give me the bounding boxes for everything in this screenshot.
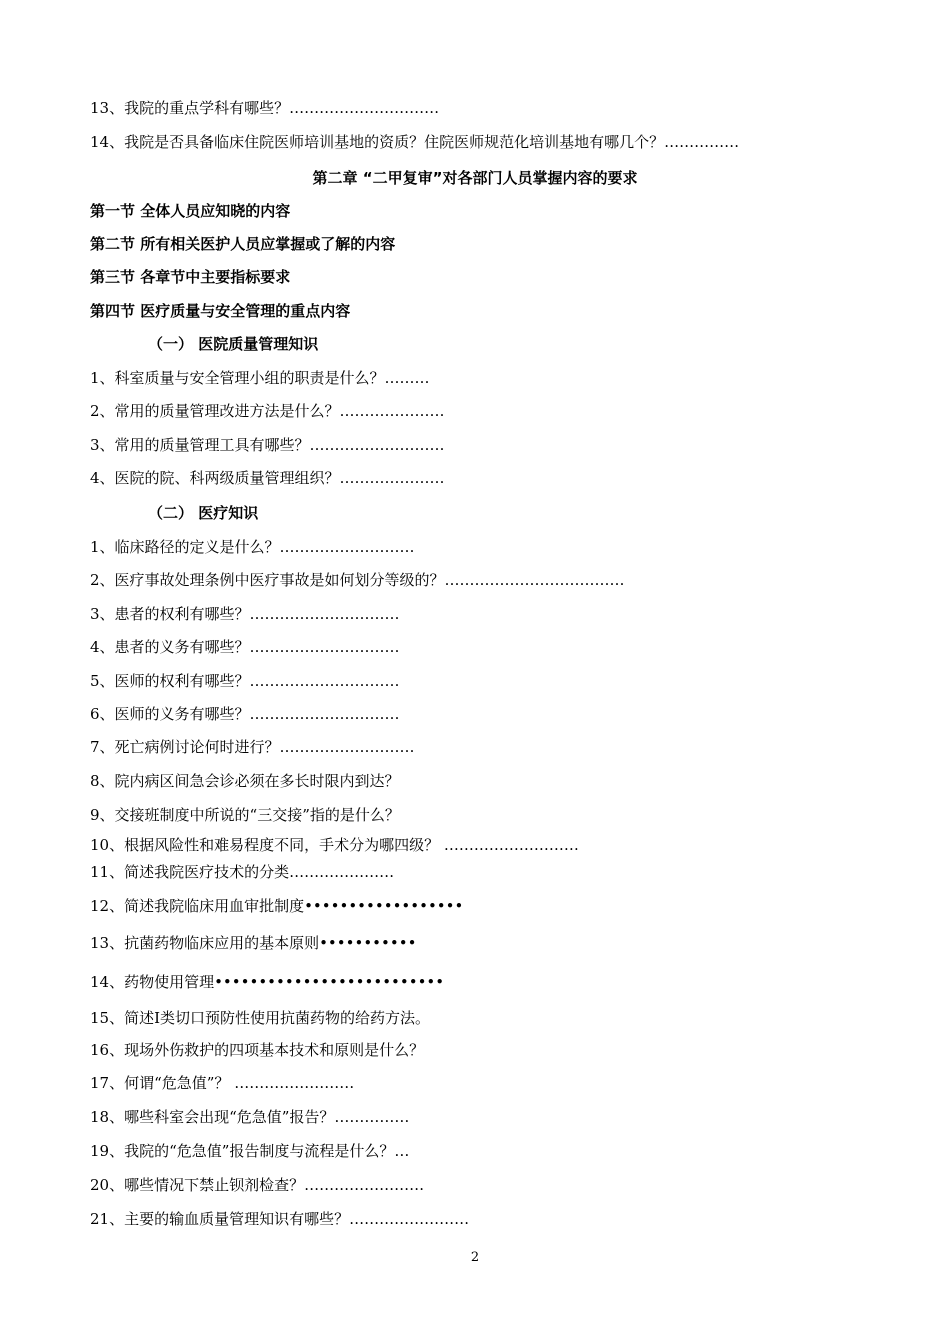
- question-line: 10、根据风险性和难易程度不同，手术分为哪四级？ ………………………: [90, 836, 579, 854]
- question-line: 13、我院的重点学科有哪些？…………………………: [90, 99, 440, 117]
- question-line: 1、临床路径的定义是什么？………………………: [90, 538, 415, 556]
- question-line: 15、简述Ⅰ类切口预防性使用抗菌药物的给药方法。: [90, 1009, 431, 1027]
- question-line: 19、我院的“危急值”报告制度与流程是什么？…: [90, 1142, 410, 1160]
- question-line: 17、何谓“危急值”？ ……………………: [90, 1074, 355, 1092]
- question-line: 4、医院的院、科两级质量管理组织？…………………: [90, 469, 445, 487]
- section-heading: 第三节 各章节中主要指标要求: [90, 268, 291, 286]
- subsection-heading: （二） 医疗知识: [148, 504, 259, 522]
- question-line: 5、医师的权利有哪些？…………………………: [90, 672, 400, 690]
- question-line: 3、常用的质量管理工具有哪些？………………………: [90, 436, 445, 454]
- question-line: 9、交接班制度中所说的“三交接”指的是什么？: [90, 806, 400, 824]
- section-heading: 第二节 所有相关医护人员应掌握或了解的内容: [90, 235, 396, 253]
- question-line: 2、常用的质量管理改进方法是什么？…………………: [90, 402, 445, 420]
- question-line: 3、患者的权利有哪些？…………………………: [90, 605, 400, 623]
- question-line: 1、科室质量与安全管理小组的职责是什么？………: [90, 369, 430, 387]
- section-heading: 第一节 全体人员应知晓的内容: [90, 202, 291, 220]
- question-line: 14、我院是否具备临床住院医师培训基地的资质？住院医师规范化培训基地有哪几个？……………: [90, 133, 740, 151]
- question-line: 13、抗菌药物临床应用的基本原则•••••••••••: [90, 934, 417, 952]
- question-line: 2、医疗事故处理条例中医疗事故是如何划分等级的？………………………………: [90, 571, 625, 589]
- question-line: 6、医师的义务有哪些？…………………………: [90, 705, 400, 723]
- question-line: 7、死亡病例讨论何时进行？………………………: [90, 738, 415, 756]
- question-line: 4、患者的义务有哪些？…………………………: [90, 638, 400, 656]
- question-line: 11、简述我院医疗技术的分类…………………: [90, 863, 395, 881]
- subsection-heading: （一） 医院质量管理知识: [148, 335, 319, 353]
- question-line: 12、简述我院临床用血审批制度••••••••••••••••••: [90, 897, 464, 915]
- question-line: 14、药物使用管理••••••••••••••••••••••••••: [90, 973, 445, 991]
- chapter-title: 第二章 “二甲复审”对各部门人员掌握内容的要求: [312, 169, 638, 187]
- question-line: 18、哪些科室会出现“危急值”报告？……………: [90, 1108, 410, 1126]
- question-line: 20、哪些情况下禁止钡剂检查？……………………: [90, 1176, 425, 1194]
- question-line: 21、主要的输血质量管理知识有哪些？……………………: [90, 1210, 470, 1228]
- question-line: 8、院内病区间急会诊必须在多长时限内到达？: [90, 772, 400, 790]
- page-number: 2: [470, 1250, 480, 1265]
- question-line: 16、现场外伤救护的四项基本技术和原则是什么？: [90, 1041, 425, 1059]
- section-heading: 第四节 医疗质量与安全管理的重点内容: [90, 302, 351, 320]
